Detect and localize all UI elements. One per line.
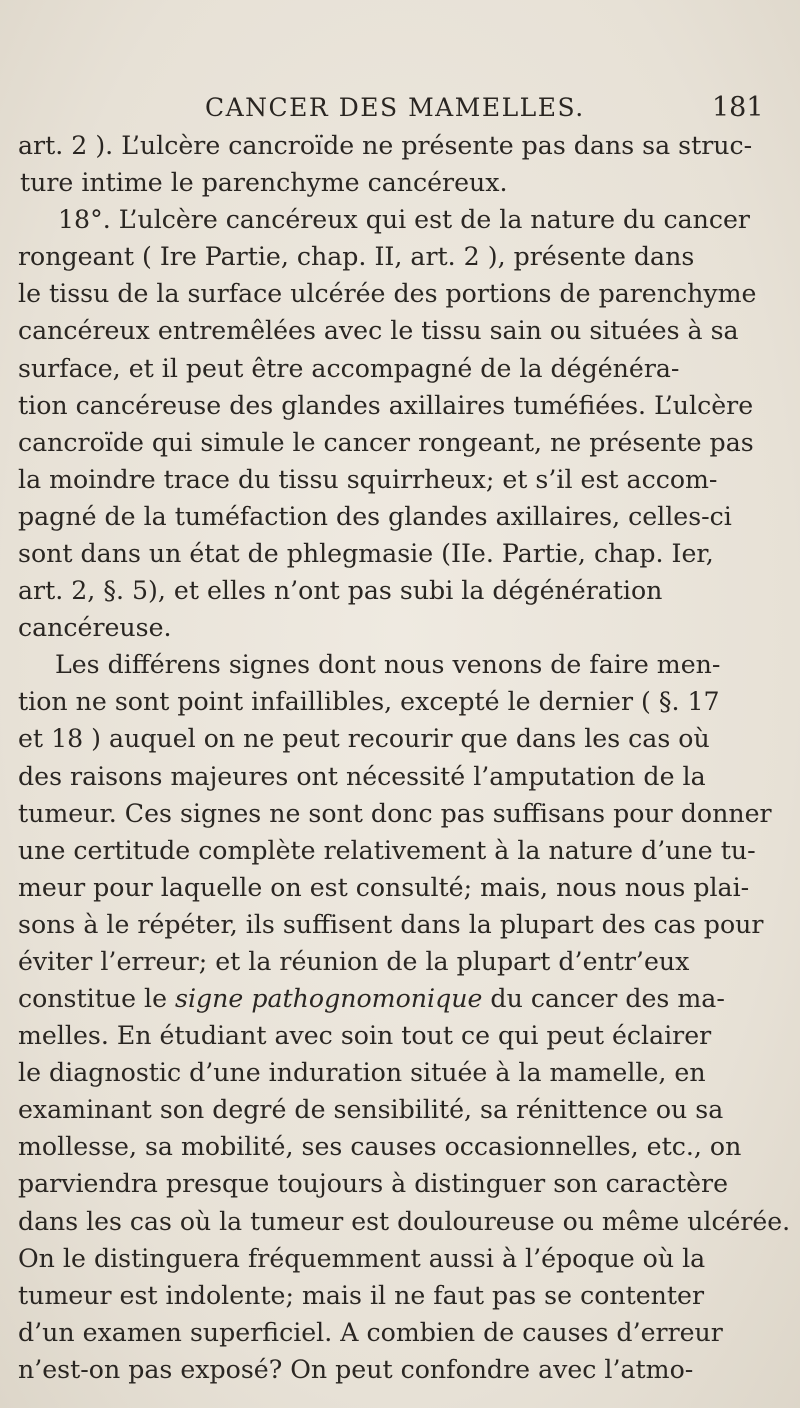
text-line: une certitude complète relativement à la nature d’une tu- [18, 835, 756, 865]
text-line: tion cancéreuse des glandes axillaires tuméfiées. L’ulcère [18, 390, 754, 420]
text-line: On le distinguera fréquemment aussi à l’époque où la [18, 1243, 706, 1273]
text-line: tumeur. Ces signes ne sont donc pas suffisans pour donner [18, 798, 772, 828]
text-line: n’est-on pas exposé? On peut confondre avec l’atmo- [18, 1354, 694, 1384]
running-title: CANCER DES MAMELLES. [205, 93, 585, 122]
text-line: dans les cas où la tumeur est douloureuse ou même ulcérée. [18, 1206, 791, 1236]
text-line: le diagnostic d’une induration située à la mamelle, en [18, 1058, 706, 1088]
text-line: sons à le répéter, ils suffisent dans la plupart des cas pour [18, 909, 764, 939]
page-header [0, 88, 800, 128]
text-line: surface, et il peut être accompagné de la dégénéra- [18, 353, 680, 383]
text-line [18, 980, 725, 1017]
text-line: d’un examen superficiel. A combien de causes d’erreur [18, 1317, 723, 1347]
text-line: 18°. L’ulcère cancéreux qui est de la nature du cancer [58, 205, 750, 235]
text-line: ture intime le parenchyme cancéreux. [20, 168, 508, 198]
text-line: mollesse, sa mobilité, ses causes occasionnelles, etc., on [18, 1132, 742, 1162]
text-line: et 18 ) auquel on ne peut recourir que dans les cas où [18, 724, 710, 754]
text-line: parviendra presque toujours à distinguer son caractère [18, 1169, 728, 1199]
text-line: le tissu de la surface ulcérée des portions de parenchyme [18, 279, 757, 309]
text-line: art. 2, §. 5), et elles n’ont pas subi la dégénération [18, 576, 663, 606]
text-line: cancroïde qui simule le cancer rongeant, ne présente pas [18, 427, 754, 457]
text-line: Les différens signes dont nous venons de faire men- [55, 650, 721, 680]
page-number: 181 [712, 92, 764, 123]
text-line: tumeur est indolente; mais il ne faut pas se contenter [18, 1280, 705, 1310]
italic-term: signe pathognomonique [175, 984, 483, 1014]
text-line: la moindre trace du tissu squirrheux; et s’il est accom- [18, 464, 718, 494]
text-segment: constitue le [18, 984, 167, 1014]
text-line: sont dans un état de phlegmasie (IIe. Partie, chap. Ier, [18, 538, 714, 568]
text-line: éviter l’erreur; et la réunion de la plupart d’entr’eux [18, 946, 690, 976]
text-line: cancéreux entremêlées avec le tissu sain ou situées à sa [18, 316, 739, 346]
text-segment: du cancer des ma- [490, 984, 725, 1014]
text-line: pagné de la tuméfaction des glandes axillaires, celles-ci [18, 501, 732, 531]
text-line: cancéreuse. [18, 613, 172, 643]
text-line: examinant son degré de sensibilité, sa rénittence ou sa [18, 1095, 724, 1125]
text-line: des raisons majeures ont nécessité l’amputation de la [18, 761, 706, 791]
text-line: tion ne sont point infaillibles, excepté le dernier ( §. 17 [18, 687, 720, 717]
text-line: rongeant ( Ire Partie, chap. II, art. 2 ), présente dans [18, 242, 695, 272]
text-line: meur pour laquelle on est consulté; mais, nous nous plai- [18, 872, 750, 902]
text-line: art. 2 ). L’ulcère cancroïde ne présente pas dans sa struc- [18, 131, 753, 160]
text-line: melles. En étudiant avec soin tout ce qui peut éclairer [18, 1021, 712, 1051]
